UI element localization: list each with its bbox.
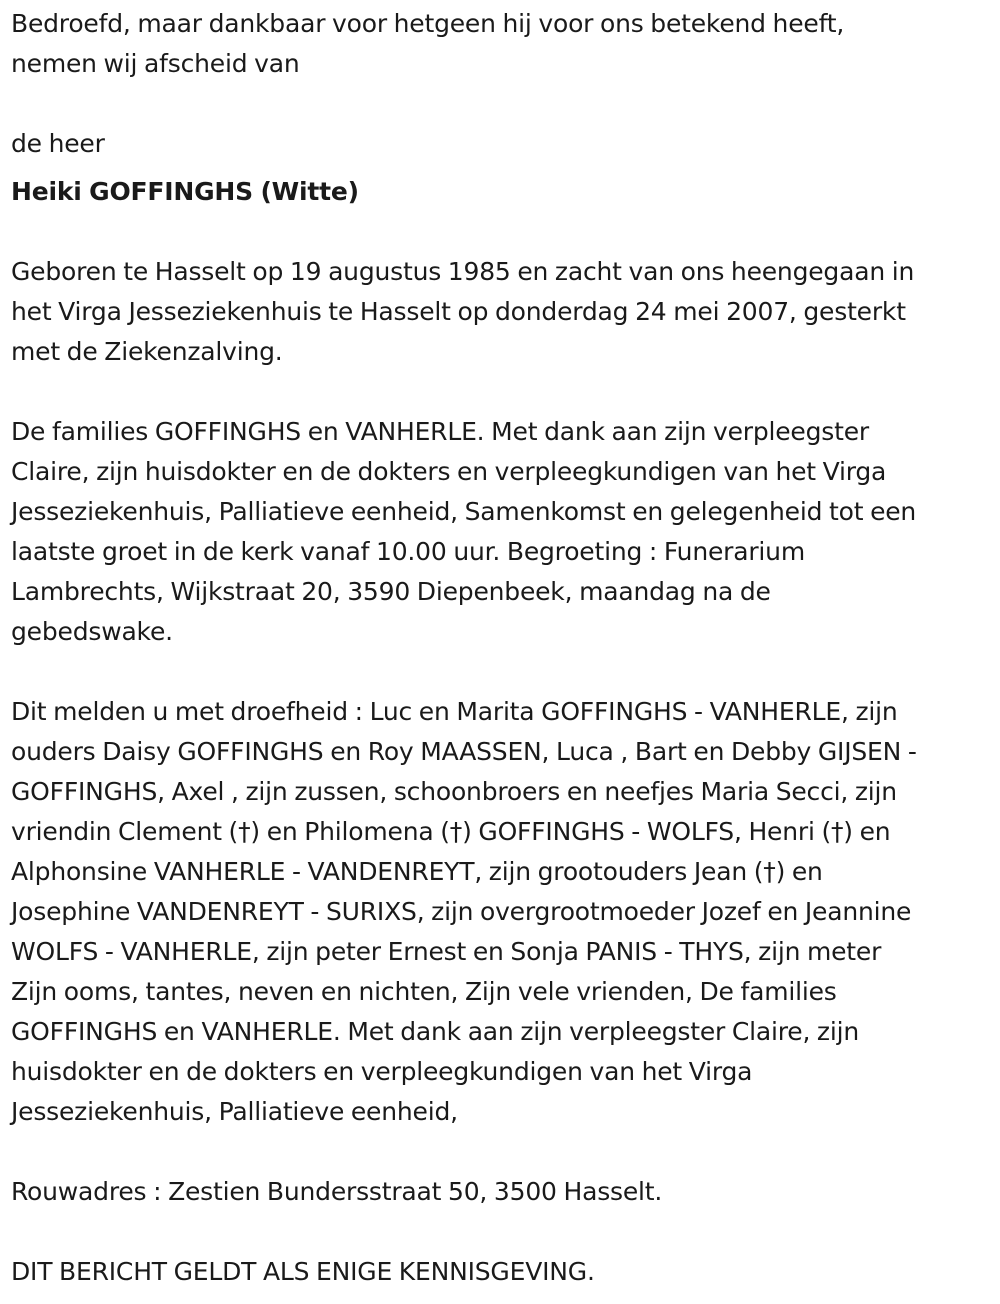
deceased-name: Heiki GOFFINGHS (Witte) <box>11 177 359 206</box>
paragraph-line: gebedswake. <box>11 617 173 646</box>
paragraph-line: Jesseziekenhuis, Palliatieve eenheid, <box>11 1097 458 1126</box>
birth-death-paragraph <box>11 252 993 372</box>
paragraph-line: Claire, zijn huisdokter en de dokters en verpleegkundigen van het Virga <box>11 457 887 486</box>
announcement-paragraph <box>11 692 993 1132</box>
paragraph-line: huisdokter en de dokters en verpleegkundigen van het Virga <box>11 1057 753 1086</box>
obituary-document <box>11 4 993 1292</box>
paragraph-line: het Virga Jesseziekenhuis te Hasselt op donderdag 24 mei 2007, gesterkt <box>11 297 906 326</box>
paragraph-line: Lambrechts, Wijkstraat 20, 3590 Diepenbeek, maandag na de <box>11 577 771 606</box>
paragraph-line: Zijn ooms, tantes, neven en nichten, Zijn vele vrienden, De families <box>11 977 837 1006</box>
paragraph-line: Jesseziekenhuis, Palliatieve eenheid, Samenkomst en gelegenheid tot een <box>11 497 917 526</box>
intro-paragraph <box>11 4 993 84</box>
official-notice: DIT BERICHT GELDT ALS ENIGE KENNISGEVING. <box>11 1257 595 1286</box>
mourning-address: Rouwadres : Zestien Bundersstraat 50, 3500 Hasselt. <box>11 1177 663 1206</box>
deceased-block <box>11 124 993 212</box>
salutation: de heer <box>11 129 105 158</box>
paragraph-line: vriendin Clement (†) en Philomena (†) GOFFINGHS - WOLFS, Henri (†) en <box>11 817 891 846</box>
paragraph-line: Josephine VANDENREYT - SURIXS, zijn overgrootmoeder Jozef en Jeannine <box>11 897 912 926</box>
paragraph-line: GOFFINGHS, Axel , zijn zussen, schoonbroers en neefjes Maria Secci, zijn <box>11 777 897 806</box>
address-paragraph <box>11 1172 993 1212</box>
paragraph-line: laatste groet in de kerk vanaf 10.00 uur. Begroeting : Funerarium <box>11 537 805 566</box>
paragraph-line: De families GOFFINGHS en VANHERLE. Met dank aan zijn verpleegster <box>11 417 869 446</box>
paragraph-line: GOFFINGHS en VANHERLE. Met dank aan zijn verpleegster Claire, zijn <box>11 1017 859 1046</box>
families-paragraph <box>11 412 993 652</box>
paragraph-line: ouders Daisy GOFFINGHS en Roy MAASSEN, Luca , Bart en Debby GIJSEN - <box>11 737 917 766</box>
intro-line: nemen wij afscheid van <box>11 49 300 78</box>
paragraph-line: WOLFS - VANHERLE, zijn peter Ernest en Sonja PANIS - THYS, zijn meter <box>11 937 882 966</box>
paragraph-line: Alphonsine VANHERLE - VANDENREYT, zijn grootouders Jean (†) en <box>11 857 823 886</box>
notice-paragraph <box>11 1252 993 1292</box>
paragraph-line: Dit melden u met droefheid : Luc en Marita GOFFINGHS - VANHERLE, zijn <box>11 697 898 726</box>
paragraph-line: Geboren te Hasselt op 19 augustus 1985 en zacht van ons heengegaan in <box>11 257 915 286</box>
paragraph-line: met de Ziekenzalving. <box>11 337 283 366</box>
intro-line: Bedroefd, maar dankbaar voor hetgeen hij voor ons betekend heeft, <box>11 9 845 38</box>
